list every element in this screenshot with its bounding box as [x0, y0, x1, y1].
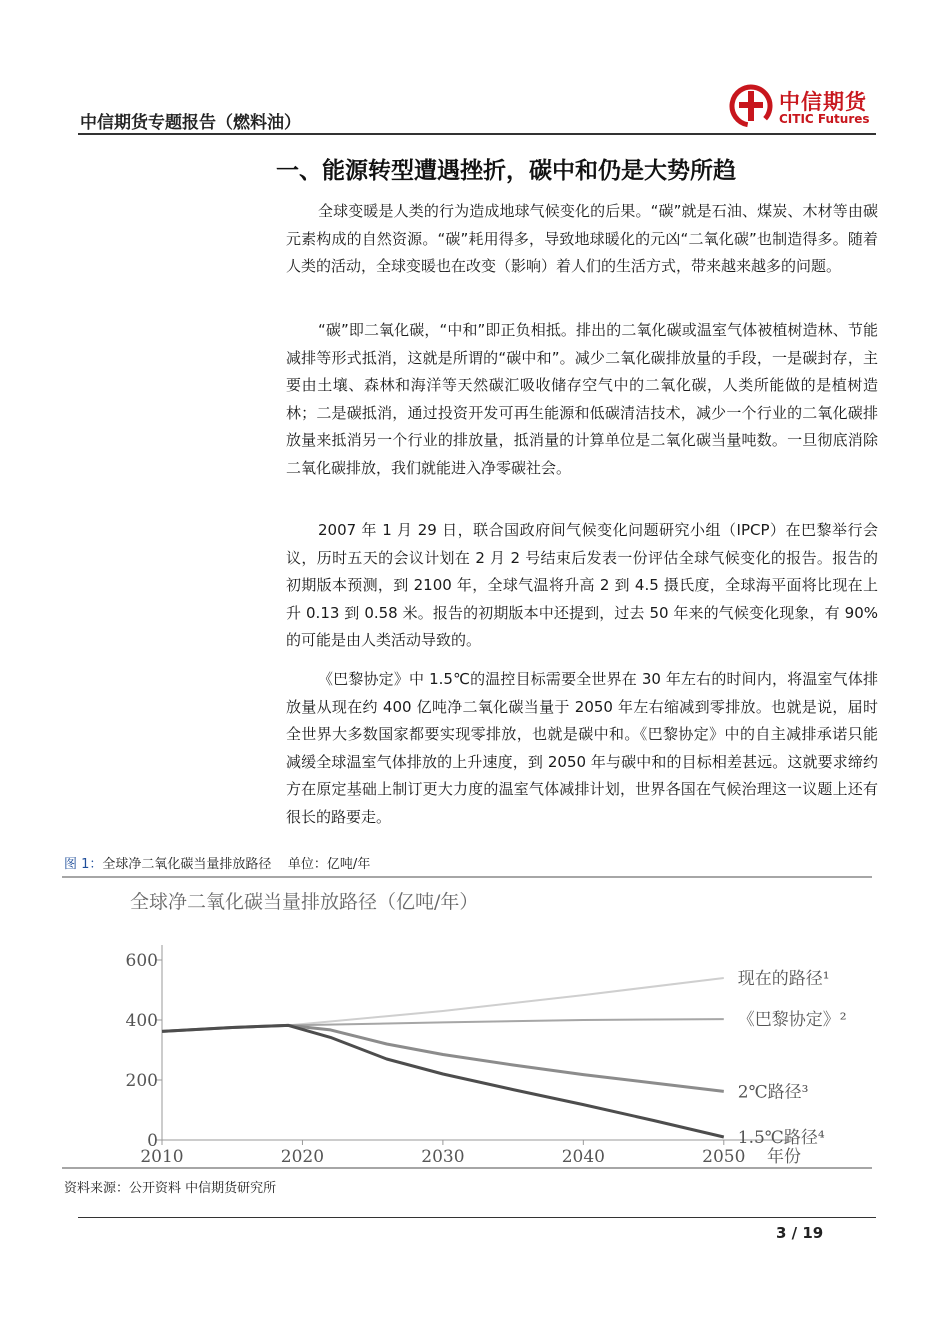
x-axis-label: 年份	[767, 1147, 801, 1165]
y-tick-label: 0	[147, 1131, 158, 1151]
y-axis	[126, 945, 162, 1151]
citic-logo-icon	[727, 82, 775, 130]
figure-source: 资料来源：公开资料 中信期货研究所	[64, 1181, 277, 1196]
series-line-2	[162, 1019, 724, 1031]
series-lines	[162, 978, 724, 1137]
figure-label: 图 1：	[64, 857, 103, 872]
logo-english-name: CITIC Futures	[779, 112, 870, 126]
series-line-3	[162, 1025, 724, 1091]
page-number: 3 / 19	[776, 1224, 824, 1242]
series-label-3: 2℃路径³	[737, 1082, 809, 1103]
figure-caption	[64, 853, 370, 872]
footer-divider	[78, 1217, 876, 1218]
figure-caption-text: 全球净二氧化碳当量排放路径 单位：亿吨/年	[102, 857, 371, 872]
series-label-4: 1.5℃路径⁴	[737, 1128, 825, 1148]
paragraph-carbon-neutrality: “碳”即二氧化碳，“中和”即正负相抵。排出的二氧化碳或温室气体被植树造林、节能减排等形式抵消，这就是所谓的“碳中和”。减少二氧化碳排放量的手段，一是碳封存，主要由土壤、森林和海洋等天然碳汇吸收储存空气中的二氧化碳，人类所能做的是植树造林；二是碳抵消，通过投资开发可再生能源和低碳清洁技术，减少一个行业的二氧化碳排放量来抵消另一个行业的排放量，抵消量的计算单位是二氧化碳当量吨数。一旦彻底消除二氧化碳排放，我们就能进入净零碳社会。	[286, 321, 878, 477]
x-tick-label: 2030	[421, 1147, 465, 1165]
y-tick-label: 200	[125, 1071, 158, 1091]
x-axis	[140, 1140, 801, 1165]
section-heading: 一、能源转型遭遇挫折，碳中和仍是大势所趋	[276, 158, 736, 184]
emission-pathway-chart	[62, 880, 872, 1165]
series-labels	[738, 969, 847, 1148]
series-label-2: 《巴黎协定》²	[737, 1010, 847, 1031]
paragraph-paris-agreement: 《巴黎协定》中 1.5℃的温控目标需要全世界在 30 年左右的时间内，将温室气体排放量从现在约 400 亿吨净二氧化碳当量于 2050 年左右缩减到零排放。也就是说，届时全世界大多数国家都要实现零排放，也就是碳中和。《巴黎协定》中的自主减排承诺只能减缓全球温室气体排放的上升速度，到 2050 年与碳中和的目标相差甚远。这就要求缔约方在原定基础上制订更大力度的温室气体减排计划，世界各国在气候治理这一议题上还有很长的路要走。	[286, 670, 878, 826]
y-tick-label: 400	[125, 1011, 158, 1031]
figure-bottom-rule	[62, 1167, 872, 1169]
x-tick-label: 2010	[140, 1147, 184, 1165]
logo-chinese-name: 中信期货	[779, 90, 867, 114]
y-tick-label: 600	[125, 951, 158, 971]
paragraph-ipcc-report: 2007 年 1 月 29 日，联合国政府间气候变化问题研究小组（IPCP）在巴黎举行会议，历时五天的会议计划在 2 月 2 号结束后发表一份评估全球气候变化的报告。报告的初期版本预测，到 2100 年，全球气温将升高 2 到 4.5 摄氏度，全球海平面将比现在上升 0.13 到 0.58 米。报告的初期版本中还提到，过去 50 年来的气候变化现象，有 90%的可能是由人类活动导致的。	[286, 521, 878, 649]
paragraph-global-warming: 全球变暖是人类的行为造成地球气候变化的后果。“碳”就是石油、煤炭、木材等由碳元素构成的自然资源。“碳”耗用得多，导致地球暖化的元凶“二氧化碳”也制造得多。随着人类的活动，全球变暖也在改变（影响）着人们的生活方式，带来越来越多的问题。	[286, 202, 878, 275]
figure-top-rule	[62, 876, 872, 878]
header-divider	[78, 133, 876, 135]
x-tick-label: 2040	[561, 1147, 605, 1165]
chart-title: 全球净二氧化碳当量排放路径（亿吨/年）	[130, 891, 479, 913]
report-header-title: 中信期货专题报告（燃料油）	[80, 113, 301, 133]
x-tick-label: 2020	[280, 1147, 325, 1165]
x-tick-label: 2050	[702, 1147, 746, 1165]
citic-futures-logo	[727, 82, 870, 132]
series-label-1: 现在的路径¹	[737, 969, 830, 989]
